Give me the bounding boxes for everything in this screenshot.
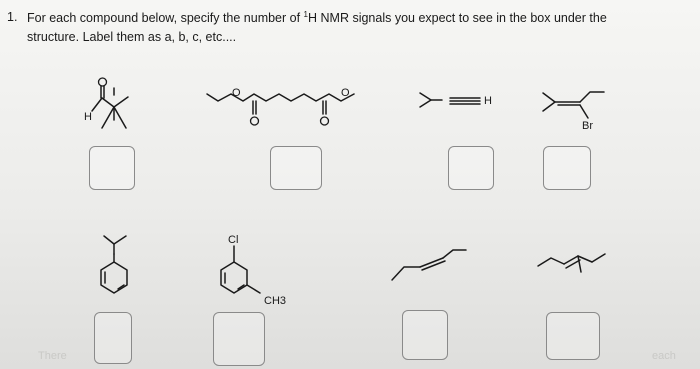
structure-alkyne: [420, 93, 492, 107]
structure-aldehyde: [84, 78, 128, 128]
question-text-part1: For each compound below, specify the number of: [27, 11, 304, 26]
structure-bromoalkene: [543, 92, 604, 132]
bleed-through-text-left: There: [38, 350, 67, 362]
nucleus-mass-number: 1: [303, 10, 308, 19]
structure-branched-alkene: [538, 254, 605, 272]
answer-box-bromoalkene[interactable]: [543, 146, 591, 190]
methyl-label: CH3: [264, 295, 287, 307]
question-text-line2: structure. Label them as a, b, c, etc....: [27, 30, 237, 44]
answer-box-branched-alkene[interactable]: [546, 312, 600, 360]
answer-box-diester[interactable]: [270, 146, 322, 190]
bromo-label: Br: [582, 120, 593, 132]
structure-alkene-chain: [392, 250, 466, 280]
structure-tbutyl-ring: [101, 236, 127, 293]
structure-chlorotoluene: [221, 234, 286, 307]
svg-text:O: O: [232, 87, 241, 99]
structure-diester: [207, 87, 354, 125]
alkyne-h-label: H: [484, 95, 492, 107]
answer-box-alkene-chain[interactable]: [402, 310, 448, 360]
answer-box-aldehyde[interactable]: [89, 146, 135, 190]
bleed-through-text-right: each: [652, 350, 676, 362]
question-text-part2: H NMR signals you expect to see in the box under the: [308, 11, 607, 26]
question-number: 1.: [7, 10, 18, 24]
answer-box-alkyne[interactable]: [448, 146, 494, 190]
answer-box-chlorotoluene[interactable]: [213, 312, 265, 366]
answer-box-tbutyl-ring[interactable]: [94, 312, 132, 364]
aldehyde-h-label: H: [84, 111, 92, 123]
chloro-label: Cl: [228, 234, 239, 246]
svg-text:O: O: [341, 87, 350, 99]
